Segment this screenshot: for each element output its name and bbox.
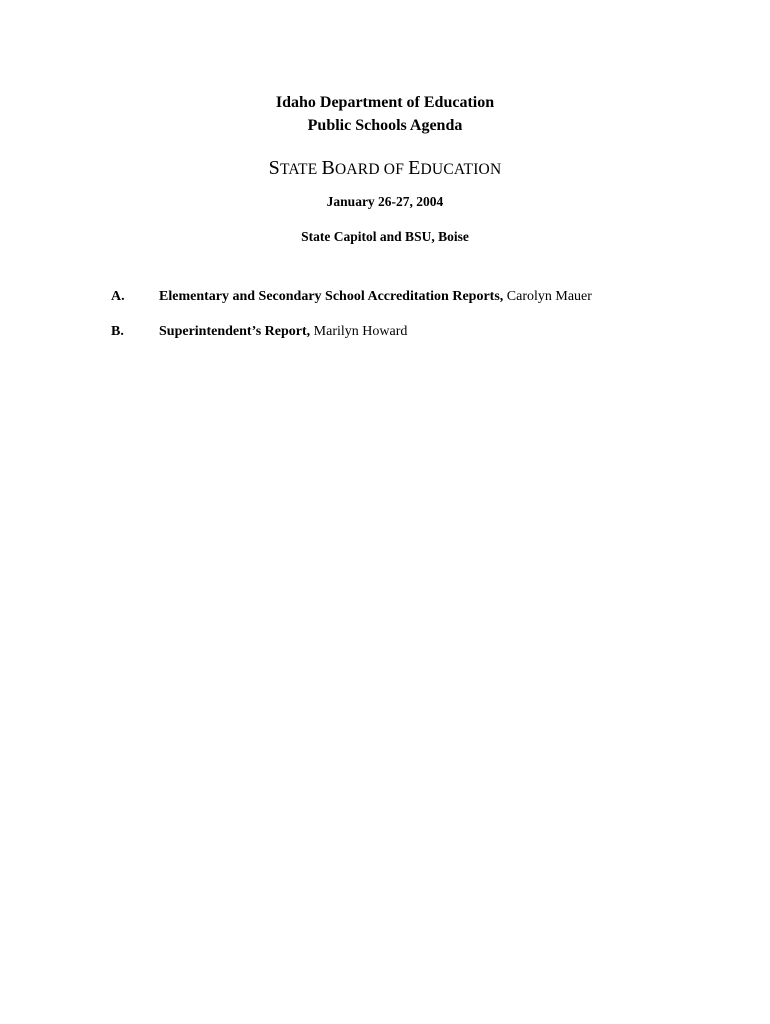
- board-title: [0, 155, 770, 183]
- meeting-date: January 26-27, 2004: [326, 194, 444, 209]
- agenda-item-presenter: Marilyn Howard: [310, 324, 408, 339]
- board-title-part: TATE: [279, 161, 322, 178]
- board-title-part: DUCATION: [420, 161, 502, 178]
- agenda-item-text: [159, 323, 407, 341]
- agenda-item-letter: B.: [111, 324, 124, 339]
- agenda-item-letter: A.: [111, 289, 125, 304]
- board-title-part: B: [321, 157, 336, 179]
- board-title-part: S: [268, 157, 280, 179]
- board-title-part: OARD OF: [335, 161, 409, 178]
- agenda-name: Public Schools Agenda: [307, 117, 463, 134]
- meeting-location: State Capitol and BSU, Boise: [301, 229, 469, 244]
- agenda-item-title: Elementary and Secondary School Accreditation Reports,: [159, 289, 504, 304]
- board-title-part: E: [408, 157, 421, 179]
- agenda-item-title: Superintendent’s Report,: [159, 324, 311, 339]
- agenda-item-presenter: Carolyn Mauer: [503, 289, 592, 304]
- department-name: Idaho Department of Education: [275, 94, 495, 111]
- agenda-item-text: [159, 288, 592, 306]
